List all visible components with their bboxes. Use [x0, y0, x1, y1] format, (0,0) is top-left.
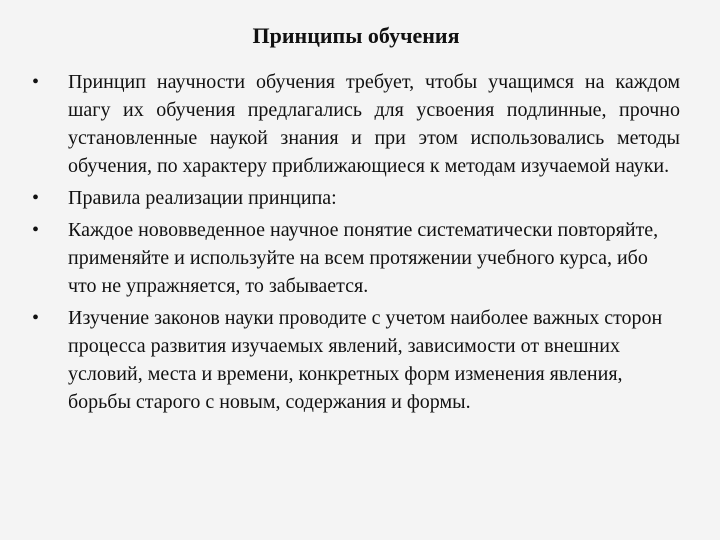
bullet-item-rules-heading: [32, 184, 680, 212]
slide-title: Принципы обучения: [252, 23, 460, 48]
bullet-list: [32, 68, 680, 416]
bullet-item-science-principle: [32, 68, 680, 180]
bullet-item-study-laws: [32, 304, 680, 416]
bullet-text: Изучение законов науки проводите с учетом наиболее важных сторон процесса развития изучаемых явлений, зависимости от внешних условий, места и времени, конкретных форм изменения явления, борьбы старого с новым, содержания и формы.: [68, 307, 663, 413]
bullet-text: Принцип научности обучения требует, чтобы учащимся на каждом шагу их обучения предлагались для усвоения подлинные, прочно установленные наукой знания и при этом использовались методы обучения, по характеру приближающиеся к методам изучаемой науки.: [68, 71, 680, 177]
bullet-icon: •: [32, 71, 40, 93]
bullet-icon: •: [32, 187, 40, 209]
bullet-icon: •: [32, 307, 40, 329]
bullet-text: Правила реализации принципа:: [68, 187, 337, 209]
bullet-icon: •: [32, 219, 40, 241]
bullet-item-repeat-concepts: [32, 216, 680, 300]
bullet-text: Каждое нововведенное научное понятие систематически повторяйте, применяйте и используйте на всем протяжении учебного курса, ибо что не упражняется, то забывается.: [68, 219, 659, 297]
